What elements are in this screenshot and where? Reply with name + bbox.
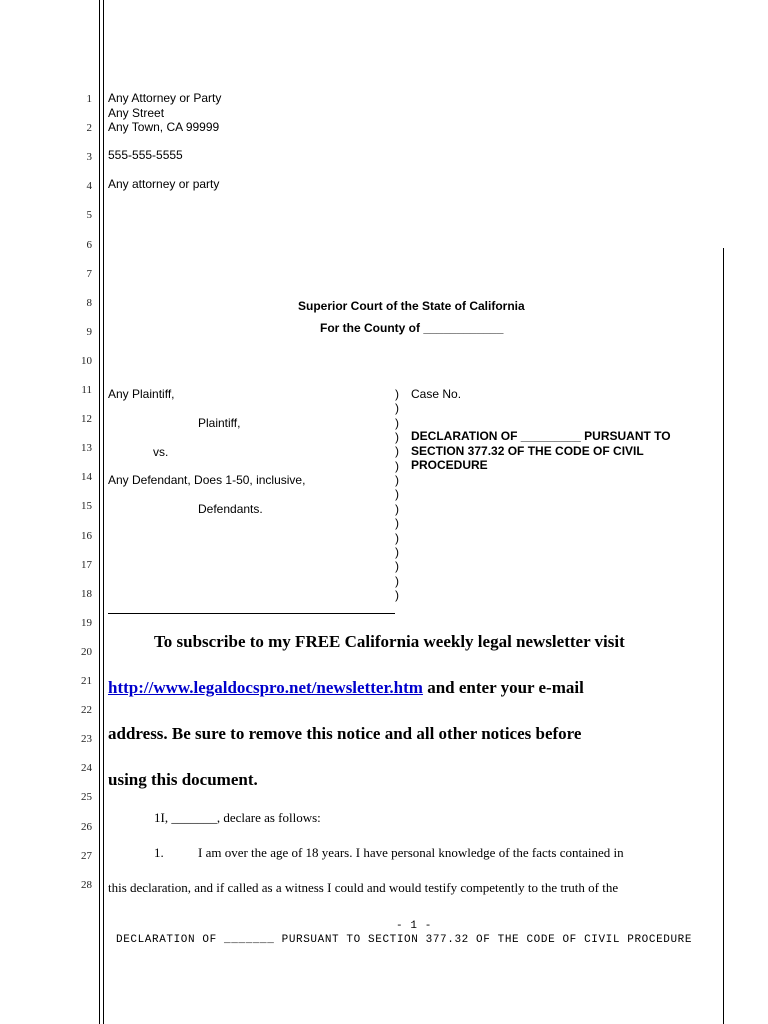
plaintiff-name: Any Plaintiff,: [108, 387, 175, 401]
court-county: For the County of ____________: [320, 321, 504, 335]
caption-paren: ): [395, 516, 399, 531]
caption-paren: ): [395, 444, 399, 459]
right-margin-rule: [723, 248, 724, 1024]
document-title-line-2: SECTION 377.32 OF THE CODE OF CIVIL: [411, 444, 644, 458]
caption-paren: ): [395, 559, 399, 574]
attorney-street: Any Street: [108, 106, 165, 120]
line-number: 3: [86, 151, 92, 164]
paragraph-1-line-1: I am over the age of 18 years. I have personal knowledge of the facts contained in: [198, 845, 624, 860]
caption-paren: ): [395, 458, 399, 473]
line-number: 22: [81, 704, 92, 717]
declaration-intro: 1I, _______, declare as follows:: [154, 810, 321, 825]
line-number: 20: [81, 645, 92, 658]
caption-paren: ): [395, 473, 399, 488]
notice-line-2: [108, 678, 584, 698]
notice-line-3: address. Be sure to remove this notice and all other notices before: [108, 724, 582, 743]
defendant-role: Defendants.: [198, 502, 263, 516]
line-number: 14: [81, 471, 92, 484]
plaintiff-role: Plaintiff,: [198, 416, 241, 430]
attorney-for: Any attorney or party: [108, 177, 220, 191]
notice-line-4: using this document.: [108, 770, 258, 789]
footer-title: DECLARATION OF _______ PURSUANT TO SECTION 377.32 OF THE CODE OF CIVIL PROCEDURE: [116, 934, 693, 946]
caption-divider: [108, 613, 395, 614]
line-number: 21: [81, 675, 92, 687]
line-number: 6: [86, 238, 92, 251]
line-number: 9: [86, 325, 92, 338]
caption-paren: ): [395, 501, 399, 516]
caption-paren: ): [395, 573, 399, 588]
paragraph-1-number: 1.: [154, 845, 164, 860]
caption-paren: ): [395, 387, 399, 401]
caption-paren: ): [395, 401, 399, 416]
newsletter-link[interactable]: http://www.legaldocspro.net/newsletter.htm: [108, 678, 423, 697]
line-number: 23: [81, 733, 92, 746]
line-number: 8: [86, 296, 92, 309]
caption-paren: ): [395, 487, 399, 502]
line-number: 10: [81, 354, 92, 367]
paragraph-1-line-2: this declaration, and if called as a witness I could and would testify competently to the truth of the: [108, 880, 619, 895]
defendant-name: Any Defendant, Does 1-50, inclusive,: [108, 473, 306, 487]
versus: vs.: [153, 445, 169, 459]
attorney-city: Any Town, CA 99999: [108, 120, 220, 134]
line-number: 27: [81, 849, 92, 862]
line-number: 26: [81, 820, 92, 833]
case-number-label: Case No.: [411, 387, 462, 401]
left-margin-rule-inner: [103, 0, 104, 1024]
line-number: 5: [86, 209, 92, 222]
line-number: 13: [81, 442, 92, 455]
document-title-line-3: PROCEDURE: [411, 458, 488, 472]
notice-line-2-text: and enter your e-mail: [422, 678, 584, 697]
caption-paren: ): [395, 544, 399, 559]
line-number: 17: [81, 558, 92, 571]
line-number: 2: [86, 122, 92, 135]
line-number: 24: [81, 762, 92, 775]
document-title-line-1: DECLARATION OF _________ PURSUANT TO: [411, 429, 671, 443]
page-number: - 1 -: [396, 920, 433, 932]
line-number: 12: [81, 413, 92, 426]
line-number: 18: [81, 587, 92, 600]
line-number: 25: [81, 791, 92, 804]
caption-paren: ): [395, 530, 399, 545]
court-name: Superior Court of the State of California: [298, 299, 525, 313]
notice-line-1: To subscribe to my FREE California weekly legal newsletter visit: [154, 632, 625, 651]
line-number: 4: [86, 180, 92, 193]
line-number: 28: [81, 878, 92, 891]
caption-paren: ): [395, 415, 399, 430]
line-number: 11: [81, 384, 92, 396]
line-number: 7: [86, 267, 92, 280]
line-number: 16: [81, 529, 92, 542]
attorney-name: Any Attorney or Party: [108, 91, 222, 105]
caption-paren: ): [395, 430, 399, 445]
caption-paren: ): [395, 587, 399, 602]
left-margin-rule-outer: [99, 0, 100, 1024]
line-number: 1: [86, 93, 92, 105]
attorney-phone: 555-555-5555: [108, 148, 183, 162]
line-number: 19: [81, 616, 92, 629]
line-number: 15: [81, 500, 92, 513]
